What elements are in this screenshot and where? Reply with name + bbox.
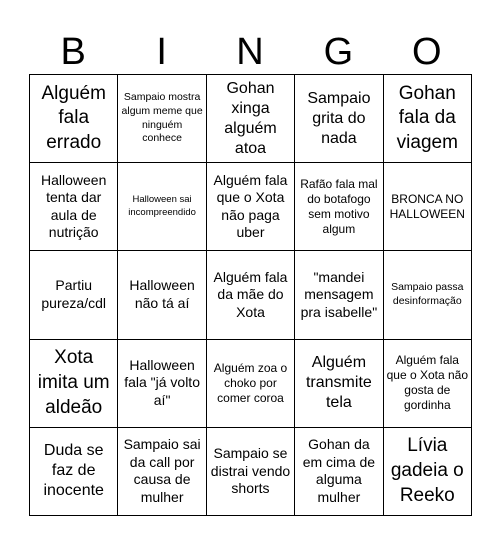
header-letter-o: O [412,31,442,73]
bingo-cell-r5c5[interactable]: Lívia gadeia o Reeko [384,428,472,516]
bingo-board [29,74,472,516]
bingo-cell-r1c4[interactable]: Sampaio grita do nada [295,75,383,163]
bingo-cell-r5c2[interactable]: Sampaio sai da call por causa de mulher [118,428,206,516]
bingo-cell-r1c1[interactable]: Alguém fala errado [30,75,118,163]
bingo-cell-r4c4[interactable]: Alguém transmite tela [295,340,383,428]
bingo-cell-r4c1[interactable]: Xota imita um aldeão [30,340,118,428]
header-letter-i: I [156,31,167,73]
bingo-cell-r5c4[interactable]: Gohan da em cima de alguma mulher [295,428,383,516]
bingo-cell-r2c5[interactable]: BRONCA NO HALLOWEEN [384,163,472,251]
bingo-cell-r1c5[interactable]: Gohan fala da viagem [384,75,472,163]
bingo-cell-r2c3[interactable]: Alguém fala que o Xota não paga uber [207,163,295,251]
bingo-cell-r1c2[interactable]: Sampaio mostra algum meme que ninguém conhece [118,75,206,163]
bingo-cell-r3c4[interactable]: "mandei mensagem pra isabelle" [295,251,383,339]
header-letter-b: B [60,31,86,73]
bingo-cell-r3c2[interactable]: Halloween não tá aí [118,251,206,339]
header-letter-g: G [323,31,354,73]
bingo-cell-r5c3[interactable]: Sampaio se distrai vendo shorts [207,428,295,516]
header-letter-n: N [236,31,264,73]
bingo-cell-r2c2[interactable]: Halloween sai incompreendido [118,163,206,251]
bingo-cell-r3c1[interactable]: Partiu pureza/cdl [30,251,118,339]
bingo-cell-r3c5[interactable]: Sampaio passa desinformação [384,251,472,339]
bingo-cell-r4c2[interactable]: Halloween fala "já volto aí" [118,340,206,428]
bingo-cell-r4c3[interactable]: Alguém zoa o choko por comer coroa [207,340,295,428]
bingo-cell-r1c3[interactable]: Gohan xinga alguém atoa [207,75,295,163]
bingo-cell-r3c3[interactable]: Alguém fala da mãe do Xota [207,251,295,339]
bingo-cell-r2c1[interactable]: Halloween tenta dar aula de nutrição [30,163,118,251]
bingo-cell-r2c4[interactable]: Rafão fala mal do botafogo sem motivo algum [295,163,383,251]
bingo-cell-r5c1[interactable]: Duda se faz de inocente [30,428,118,516]
bingo-cell-r4c5[interactable]: Alguém fala que o Xota não gosta de gordinha [384,340,472,428]
bingo-header [29,30,471,74]
